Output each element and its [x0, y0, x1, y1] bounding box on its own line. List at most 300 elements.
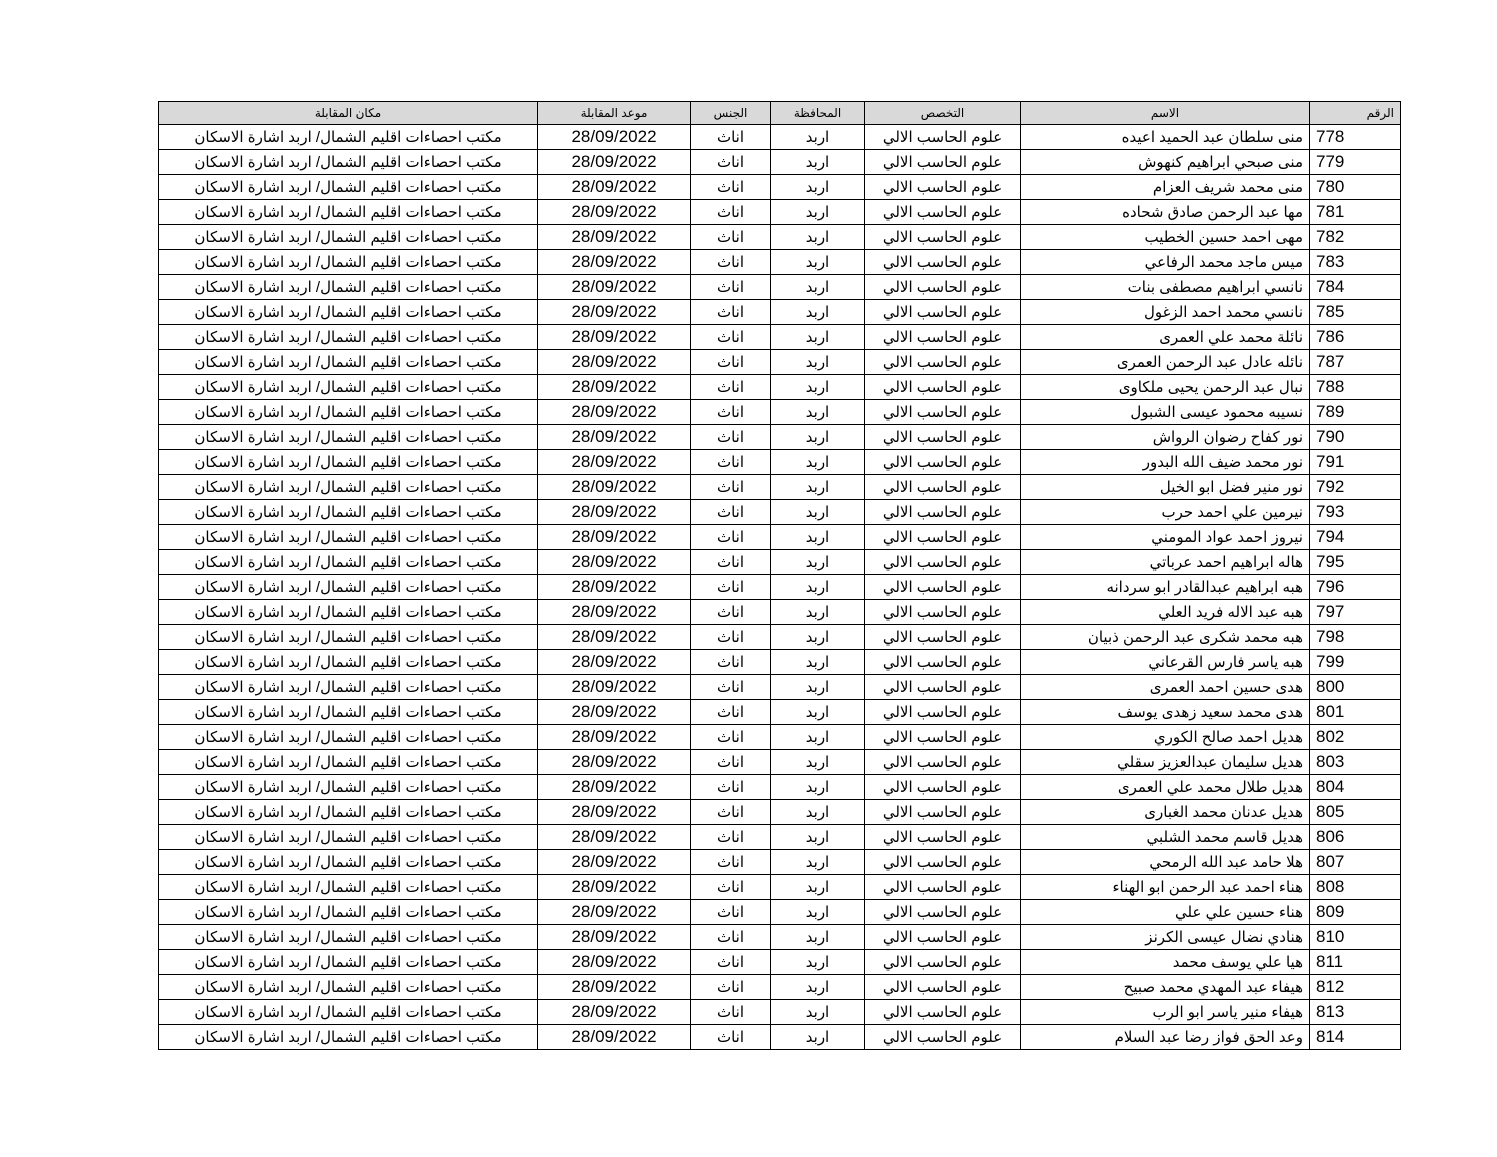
cell-gender: اناث: [691, 750, 771, 775]
cell-name: وعد الحق فواز رضا عبد السلام: [1021, 1025, 1310, 1050]
cell-name: هبه محمد شكرى عبد الرحمن ذبيان: [1021, 625, 1310, 650]
table-row: [159, 950, 1401, 975]
cell-interview-date: 28/09/2022: [538, 850, 691, 875]
cell-interview-date: 28/09/2022: [538, 600, 691, 625]
cell-gender: اناث: [691, 475, 771, 500]
cell-gender: اناث: [691, 300, 771, 325]
cell-gender: اناث: [691, 425, 771, 450]
cell-interview-date: 28/09/2022: [538, 425, 691, 450]
cell-interview-date: 28/09/2022: [538, 475, 691, 500]
cell-gender: اناث: [691, 1025, 771, 1050]
cell-governorate: اربد: [771, 125, 865, 150]
cell-specialization: علوم الحاسب الالي: [865, 950, 1021, 975]
cell-gender: اناث: [691, 400, 771, 425]
cell-interview-date: 28/09/2022: [538, 875, 691, 900]
cell-gender: اناث: [691, 850, 771, 875]
table-row: [159, 425, 1401, 450]
cell-interview-place: مكتب احصاءات اقليم الشمال/ اربد اشارة الاسكان: [159, 775, 538, 800]
cell-number: 789: [1310, 400, 1401, 425]
cell-number: 779: [1310, 150, 1401, 175]
cell-specialization: علوم الحاسب الالي: [865, 725, 1021, 750]
cell-number: 802: [1310, 725, 1401, 750]
cell-gender: اناث: [691, 925, 771, 950]
cell-interview-place: مكتب احصاءات اقليم الشمال/ اربد اشارة الاسكان: [159, 200, 538, 225]
cell-interview-place: مكتب احصاءات اقليم الشمال/ اربد اشارة الاسكان: [159, 425, 538, 450]
cell-number: 797: [1310, 600, 1401, 625]
cell-interview-place: مكتب احصاءات اقليم الشمال/ اربد اشارة الاسكان: [159, 1000, 538, 1025]
cell-number: 781: [1310, 200, 1401, 225]
table-row: [159, 375, 1401, 400]
cell-specialization: علوم الحاسب الالي: [865, 600, 1021, 625]
cell-specialization: علوم الحاسب الالي: [865, 1000, 1021, 1025]
cell-interview-place: مكتب احصاءات اقليم الشمال/ اربد اشارة الاسكان: [159, 875, 538, 900]
cell-gender: اناث: [691, 250, 771, 275]
table-row: [159, 875, 1401, 900]
cell-interview-place: مكتب احصاءات اقليم الشمال/ اربد اشارة الاسكان: [159, 725, 538, 750]
cell-gender: اناث: [691, 1000, 771, 1025]
cell-interview-date: 28/09/2022: [538, 400, 691, 425]
table-row: [159, 575, 1401, 600]
cell-number: 803: [1310, 750, 1401, 775]
cell-number: 804: [1310, 775, 1401, 800]
cell-interview-date: 28/09/2022: [538, 200, 691, 225]
cell-name: نانسي محمد احمد الزغول: [1021, 300, 1310, 325]
cell-number: 810: [1310, 925, 1401, 950]
cell-interview-date: 28/09/2022: [538, 275, 691, 300]
cell-number: 787: [1310, 350, 1401, 375]
cell-governorate: اربد: [771, 725, 865, 750]
cell-governorate: اربد: [771, 175, 865, 200]
cell-interview-place: مكتب احصاءات اقليم الشمال/ اربد اشارة الاسكان: [159, 700, 538, 725]
cell-interview-date: 28/09/2022: [538, 175, 691, 200]
cell-specialization: علوم الحاسب الالي: [865, 200, 1021, 225]
table-row: [159, 450, 1401, 475]
cell-interview-date: 28/09/2022: [538, 750, 691, 775]
cell-gender: اناث: [691, 125, 771, 150]
cell-governorate: اربد: [771, 425, 865, 450]
cell-gender: اناث: [691, 350, 771, 375]
cell-interview-place: مكتب احصاءات اقليم الشمال/ اربد اشارة الاسكان: [159, 400, 538, 425]
cell-governorate: اربد: [771, 575, 865, 600]
cell-specialization: علوم الحاسب الالي: [865, 350, 1021, 375]
table-row: [159, 300, 1401, 325]
cell-number: 784: [1310, 275, 1401, 300]
table-row: [159, 175, 1401, 200]
cell-specialization: علوم الحاسب الالي: [865, 775, 1021, 800]
table-row: [159, 650, 1401, 675]
table-row: [159, 200, 1401, 225]
cell-name: نائلة محمد علي العمرى: [1021, 325, 1310, 350]
cell-governorate: اربد: [771, 600, 865, 625]
cell-specialization: علوم الحاسب الالي: [865, 125, 1021, 150]
cell-governorate: اربد: [771, 950, 865, 975]
cell-interview-date: 28/09/2022: [538, 300, 691, 325]
cell-governorate: اربد: [771, 325, 865, 350]
cell-name: هديل عدنان محمد الغبارى: [1021, 800, 1310, 825]
table-row: [159, 750, 1401, 775]
cell-name: هديل سليمان عبدالعزيز سقلي: [1021, 750, 1310, 775]
cell-name: منى سلطان عبد الحميد اعيده: [1021, 125, 1310, 150]
cell-governorate: اربد: [771, 475, 865, 500]
cell-governorate: اربد: [771, 850, 865, 875]
cell-number: 791: [1310, 450, 1401, 475]
cell-interview-place: مكتب احصاءات اقليم الشمال/ اربد اشارة الاسكان: [159, 800, 538, 825]
cell-specialization: علوم الحاسب الالي: [865, 400, 1021, 425]
cell-interview-date: 28/09/2022: [538, 350, 691, 375]
cell-gender: اناث: [691, 500, 771, 525]
cell-interview-date: 28/09/2022: [538, 125, 691, 150]
cell-name: هبه ياسر فارس القرعاني: [1021, 650, 1310, 675]
cell-gender: اناث: [691, 275, 771, 300]
cell-governorate: اربد: [771, 875, 865, 900]
cell-gender: اناث: [691, 200, 771, 225]
cell-name: هيفاء منير ياسر ابو الرب: [1021, 1000, 1310, 1025]
cell-gender: اناث: [691, 875, 771, 900]
cell-specialization: علوم الحاسب الالي: [865, 550, 1021, 575]
cell-gender: اناث: [691, 175, 771, 200]
table-row: [159, 975, 1401, 1000]
cell-interview-date: 28/09/2022: [538, 775, 691, 800]
cell-governorate: اربد: [771, 350, 865, 375]
cell-name: نسيبه محمود عيسى الشبول: [1021, 400, 1310, 425]
cell-governorate: اربد: [771, 650, 865, 675]
cell-name: نانسي ابراهيم مصطفى بنات: [1021, 275, 1310, 300]
cell-name: هدى محمد سعيد زهدى يوسف: [1021, 700, 1310, 725]
cell-interview-place: مكتب احصاءات اقليم الشمال/ اربد اشارة الاسكان: [159, 900, 538, 925]
cell-interview-place: مكتب احصاءات اقليم الشمال/ اربد اشارة الاسكان: [159, 850, 538, 875]
cell-gender: اناث: [691, 825, 771, 850]
cell-name: نور منير فضل ابو الخيل: [1021, 475, 1310, 500]
cell-interview-date: 28/09/2022: [538, 900, 691, 925]
cell-number: 806: [1310, 825, 1401, 850]
cell-name: مهى احمد حسين الخطيب: [1021, 225, 1310, 250]
cell-interview-date: 28/09/2022: [538, 800, 691, 825]
cell-number: 811: [1310, 950, 1401, 975]
cell-interview-place: مكتب احصاءات اقليم الشمال/ اربد اشارة الاسكان: [159, 550, 538, 575]
cell-interview-date: 28/09/2022: [538, 150, 691, 175]
cell-name: هديل طلال محمد علي العمرى: [1021, 775, 1310, 800]
cell-name: هديل احمد صالح الكوري: [1021, 725, 1310, 750]
cell-interview-place: مكتب احصاءات اقليم الشمال/ اربد اشارة الاسكان: [159, 375, 538, 400]
cell-specialization: علوم الحاسب الالي: [865, 625, 1021, 650]
cell-specialization: علوم الحاسب الالي: [865, 975, 1021, 1000]
cell-governorate: اربد: [771, 750, 865, 775]
cell-interview-date: 28/09/2022: [538, 825, 691, 850]
cell-specialization: علوم الحاسب الالي: [865, 650, 1021, 675]
cell-interview-place: مكتب احصاءات اقليم الشمال/ اربد اشارة الاسكان: [159, 300, 538, 325]
cell-interview-date: 28/09/2022: [538, 1000, 691, 1025]
table-row: [159, 600, 1401, 625]
table-row: [159, 800, 1401, 825]
cell-number: 813: [1310, 1000, 1401, 1025]
table-row: [159, 275, 1401, 300]
cell-governorate: اربد: [771, 200, 865, 225]
cell-interview-place: مكتب احصاءات اقليم الشمال/ اربد اشارة الاسكان: [159, 350, 538, 375]
cell-interview-date: 28/09/2022: [538, 550, 691, 575]
cell-interview-place: مكتب احصاءات اقليم الشمال/ اربد اشارة الاسكان: [159, 600, 538, 625]
cell-number: 782: [1310, 225, 1401, 250]
cell-name: مها عبد الرحمن صادق شحاده: [1021, 200, 1310, 225]
cell-number: 788: [1310, 375, 1401, 400]
cell-specialization: علوم الحاسب الالي: [865, 325, 1021, 350]
table-row: [159, 525, 1401, 550]
table-row: [159, 850, 1401, 875]
cell-name: نيروز احمد عواد المومني: [1021, 525, 1310, 550]
cell-interview-date: 28/09/2022: [538, 950, 691, 975]
cell-governorate: اربد: [771, 625, 865, 650]
cell-specialization: علوم الحاسب الالي: [865, 175, 1021, 200]
cell-name: هبه عبد الاله فريد العلي: [1021, 600, 1310, 625]
cell-name: ميس ماجد محمد الرفاعي: [1021, 250, 1310, 275]
cell-gender: اناث: [691, 575, 771, 600]
cell-specialization: علوم الحاسب الالي: [865, 675, 1021, 700]
cell-number: 778: [1310, 125, 1401, 150]
cell-specialization: علوم الحاسب الالي: [865, 525, 1021, 550]
cell-name: منى محمد شريف العزام: [1021, 175, 1310, 200]
table-row: [159, 700, 1401, 725]
cell-interview-place: مكتب احصاءات اقليم الشمال/ اربد اشارة الاسكان: [159, 750, 538, 775]
candidates-table: [158, 101, 1401, 1050]
cell-interview-place: مكتب احصاءات اقليم الشمال/ اربد اشارة الاسكان: [159, 625, 538, 650]
cell-specialization: علوم الحاسب الالي: [865, 700, 1021, 725]
cell-interview-place: مكتب احصاءات اقليم الشمال/ اربد اشارة الاسكان: [159, 1025, 538, 1050]
cell-interview-date: 28/09/2022: [538, 975, 691, 1000]
cell-gender: اناث: [691, 225, 771, 250]
cell-gender: اناث: [691, 950, 771, 975]
cell-interview-place: مكتب احصاءات اقليم الشمال/ اربد اشارة الاسكان: [159, 500, 538, 525]
cell-governorate: اربد: [771, 150, 865, 175]
cell-interview-place: مكتب احصاءات اقليم الشمال/ اربد اشارة الاسكان: [159, 950, 538, 975]
cell-name: نور محمد ضيف الله البدور: [1021, 450, 1310, 475]
cell-governorate: اربد: [771, 300, 865, 325]
cell-interview-date: 28/09/2022: [538, 1025, 691, 1050]
table-row: [159, 325, 1401, 350]
cell-governorate: اربد: [771, 400, 865, 425]
table-row: [159, 475, 1401, 500]
cell-governorate: اربد: [771, 275, 865, 300]
cell-specialization: علوم الحاسب الالي: [865, 150, 1021, 175]
cell-interview-date: 28/09/2022: [538, 650, 691, 675]
cell-name: هنادي نضال عيسى الكرنز: [1021, 925, 1310, 950]
cell-interview-place: مكتب احصاءات اقليم الشمال/ اربد اشارة الاسكان: [159, 125, 538, 150]
cell-specialization: علوم الحاسب الالي: [865, 575, 1021, 600]
cell-name: هناء احمد عبد الرحمن ابو الهناء: [1021, 875, 1310, 900]
cell-number: 805: [1310, 800, 1401, 825]
header-number: الرقم: [1310, 102, 1401, 125]
table-row: [159, 500, 1401, 525]
cell-gender: اناث: [691, 775, 771, 800]
table-row: [159, 675, 1401, 700]
cell-interview-date: 28/09/2022: [538, 625, 691, 650]
cell-interview-place: مكتب احصاءات اقليم الشمال/ اربد اشارة الاسكان: [159, 975, 538, 1000]
cell-number: 798: [1310, 625, 1401, 650]
cell-number: 783: [1310, 250, 1401, 275]
cell-name: هديل قاسم محمد الشلبي: [1021, 825, 1310, 850]
cell-number: 792: [1310, 475, 1401, 500]
table-row: [159, 1000, 1401, 1025]
table-row: [159, 925, 1401, 950]
cell-gender: اناث: [691, 650, 771, 675]
header-specialization: التخصص: [865, 102, 1021, 125]
header-gender: الجنس: [691, 102, 771, 125]
cell-specialization: علوم الحاسب الالي: [865, 275, 1021, 300]
table-row: [159, 125, 1401, 150]
cell-specialization: علوم الحاسب الالي: [865, 825, 1021, 850]
table-row: [159, 625, 1401, 650]
cell-name: نيرمين علي احمد حرب: [1021, 500, 1310, 525]
cell-interview-date: 28/09/2022: [538, 575, 691, 600]
cell-interview-place: مكتب احصاءات اقليم الشمال/ اربد اشارة الاسكان: [159, 925, 538, 950]
table-row: [159, 550, 1401, 575]
cell-interview-date: 28/09/2022: [538, 375, 691, 400]
table-header-row: [159, 102, 1401, 125]
cell-name: منى صبحي ابراهيم كنهوش: [1021, 150, 1310, 175]
table-row: [159, 225, 1401, 250]
cell-interview-date: 28/09/2022: [538, 675, 691, 700]
cell-interview-date: 28/09/2022: [538, 700, 691, 725]
cell-governorate: اربد: [771, 525, 865, 550]
header-interview-date: موعد المقابلة: [538, 102, 691, 125]
cell-governorate: اربد: [771, 550, 865, 575]
cell-specialization: علوم الحاسب الالي: [865, 375, 1021, 400]
cell-specialization: علوم الحاسب الالي: [865, 225, 1021, 250]
table-row: [159, 900, 1401, 925]
cell-specialization: علوم الحاسب الالي: [865, 475, 1021, 500]
candidates-table-sheet: [158, 101, 1400, 1050]
cell-specialization: علوم الحاسب الالي: [865, 925, 1021, 950]
cell-specialization: علوم الحاسب الالي: [865, 875, 1021, 900]
cell-governorate: اربد: [771, 925, 865, 950]
cell-specialization: علوم الحاسب الالي: [865, 750, 1021, 775]
cell-name: نبال عبد الرحمن يحيى ملكاوى: [1021, 375, 1310, 400]
cell-interview-place: مكتب احصاءات اقليم الشمال/ اربد اشارة الاسكان: [159, 275, 538, 300]
table-row: [159, 400, 1401, 425]
cell-number: 801: [1310, 700, 1401, 725]
cell-governorate: اربد: [771, 250, 865, 275]
cell-specialization: علوم الحاسب الالي: [865, 425, 1021, 450]
cell-name: هدى حسين احمد العمرى: [1021, 675, 1310, 700]
cell-interview-place: مكتب احصاءات اقليم الشمال/ اربد اشارة الاسكان: [159, 450, 538, 475]
cell-specialization: علوم الحاسب الالي: [865, 300, 1021, 325]
cell-specialization: علوم الحاسب الالي: [865, 450, 1021, 475]
cell-number: 780: [1310, 175, 1401, 200]
cell-number: 794: [1310, 525, 1401, 550]
cell-name: نائله عادل عبد الرحمن العمرى: [1021, 350, 1310, 375]
cell-interview-date: 28/09/2022: [538, 925, 691, 950]
table-row: [159, 775, 1401, 800]
cell-governorate: اربد: [771, 775, 865, 800]
cell-specialization: علوم الحاسب الالي: [865, 850, 1021, 875]
table-row: [159, 250, 1401, 275]
cell-gender: اناث: [691, 550, 771, 575]
cell-number: 790: [1310, 425, 1401, 450]
cell-gender: اناث: [691, 450, 771, 475]
cell-interview-place: مكتب احصاءات اقليم الشمال/ اربد اشارة الاسكان: [159, 225, 538, 250]
cell-number: 800: [1310, 675, 1401, 700]
cell-interview-place: مكتب احصاءات اقليم الشمال/ اربد اشارة الاسكان: [159, 250, 538, 275]
cell-number: 793: [1310, 500, 1401, 525]
cell-interview-date: 28/09/2022: [538, 325, 691, 350]
cell-number: 786: [1310, 325, 1401, 350]
cell-governorate: اربد: [771, 825, 865, 850]
cell-gender: اناث: [691, 525, 771, 550]
cell-name: هيا علي يوسف محمد: [1021, 950, 1310, 975]
table-row: [159, 350, 1401, 375]
cell-interview-place: مكتب احصاءات اقليم الشمال/ اربد اشارة الاسكان: [159, 525, 538, 550]
cell-governorate: اربد: [771, 450, 865, 475]
cell-interview-date: 28/09/2022: [538, 725, 691, 750]
cell-governorate: اربد: [771, 800, 865, 825]
cell-name: هيفاء عبد المهدي محمد صبيح: [1021, 975, 1310, 1000]
header-governorate: المحافظة: [771, 102, 865, 125]
header-name: الاسم: [1021, 102, 1310, 125]
cell-name: هاله ابراهيم احمد عرباتي: [1021, 550, 1310, 575]
cell-specialization: علوم الحاسب الالي: [865, 800, 1021, 825]
cell-number: 785: [1310, 300, 1401, 325]
table-row: [159, 725, 1401, 750]
cell-name: نور كفاح رضوان الرواش: [1021, 425, 1310, 450]
cell-gender: اناث: [691, 625, 771, 650]
cell-governorate: اربد: [771, 1000, 865, 1025]
cell-number: 799: [1310, 650, 1401, 675]
cell-interview-date: 28/09/2022: [538, 225, 691, 250]
cell-interview-date: 28/09/2022: [538, 450, 691, 475]
cell-interview-place: مكتب احصاءات اقليم الشمال/ اربد اشارة الاسكان: [159, 825, 538, 850]
cell-governorate: اربد: [771, 900, 865, 925]
cell-specialization: علوم الحاسب الالي: [865, 500, 1021, 525]
cell-interview-place: مكتب احصاءات اقليم الشمال/ اربد اشارة الاسكان: [159, 475, 538, 500]
cell-number: 807: [1310, 850, 1401, 875]
cell-governorate: اربد: [771, 975, 865, 1000]
cell-governorate: اربد: [771, 225, 865, 250]
cell-number: 808: [1310, 875, 1401, 900]
cell-gender: اناث: [691, 700, 771, 725]
cell-governorate: اربد: [771, 500, 865, 525]
cell-name: هلا حامد عبد الله الرمحي: [1021, 850, 1310, 875]
header-interview-place: مكان المقابلة: [159, 102, 538, 125]
cell-interview-place: مكتب احصاءات اقليم الشمال/ اربد اشارة الاسكان: [159, 675, 538, 700]
cell-number: 809: [1310, 900, 1401, 925]
cell-gender: اناث: [691, 675, 771, 700]
cell-specialization: علوم الحاسب الالي: [865, 900, 1021, 925]
cell-gender: اناث: [691, 800, 771, 825]
cell-gender: اناث: [691, 325, 771, 350]
cell-interview-place: مكتب احصاءات اقليم الشمال/ اربد اشارة الاسكان: [159, 575, 538, 600]
cell-governorate: اربد: [771, 700, 865, 725]
table-row: [159, 825, 1401, 850]
cell-number: 814: [1310, 1025, 1401, 1050]
cell-interview-date: 28/09/2022: [538, 500, 691, 525]
cell-gender: اناث: [691, 975, 771, 1000]
cell-interview-place: مكتب احصاءات اقليم الشمال/ اربد اشارة الاسكان: [159, 175, 538, 200]
cell-interview-place: مكتب احصاءات اقليم الشمال/ اربد اشارة الاسكان: [159, 650, 538, 675]
cell-gender: اناث: [691, 900, 771, 925]
cell-governorate: اربد: [771, 375, 865, 400]
table-row: [159, 150, 1401, 175]
cell-interview-date: 28/09/2022: [538, 525, 691, 550]
cell-interview-place: مكتب احصاءات اقليم الشمال/ اربد اشارة الاسكان: [159, 150, 538, 175]
cell-gender: اناث: [691, 375, 771, 400]
cell-gender: اناث: [691, 150, 771, 175]
cell-name: هناء حسين علي علي: [1021, 900, 1310, 925]
cell-name: هبه ابراهيم عبدالقادر ابو سردانه: [1021, 575, 1310, 600]
cell-interview-place: مكتب احصاءات اقليم الشمال/ اربد اشارة الاسكان: [159, 325, 538, 350]
cell-gender: اناث: [691, 600, 771, 625]
cell-governorate: اربد: [771, 675, 865, 700]
cell-specialization: علوم الحاسب الالي: [865, 250, 1021, 275]
table-row: [159, 1025, 1401, 1050]
cell-gender: اناث: [691, 725, 771, 750]
